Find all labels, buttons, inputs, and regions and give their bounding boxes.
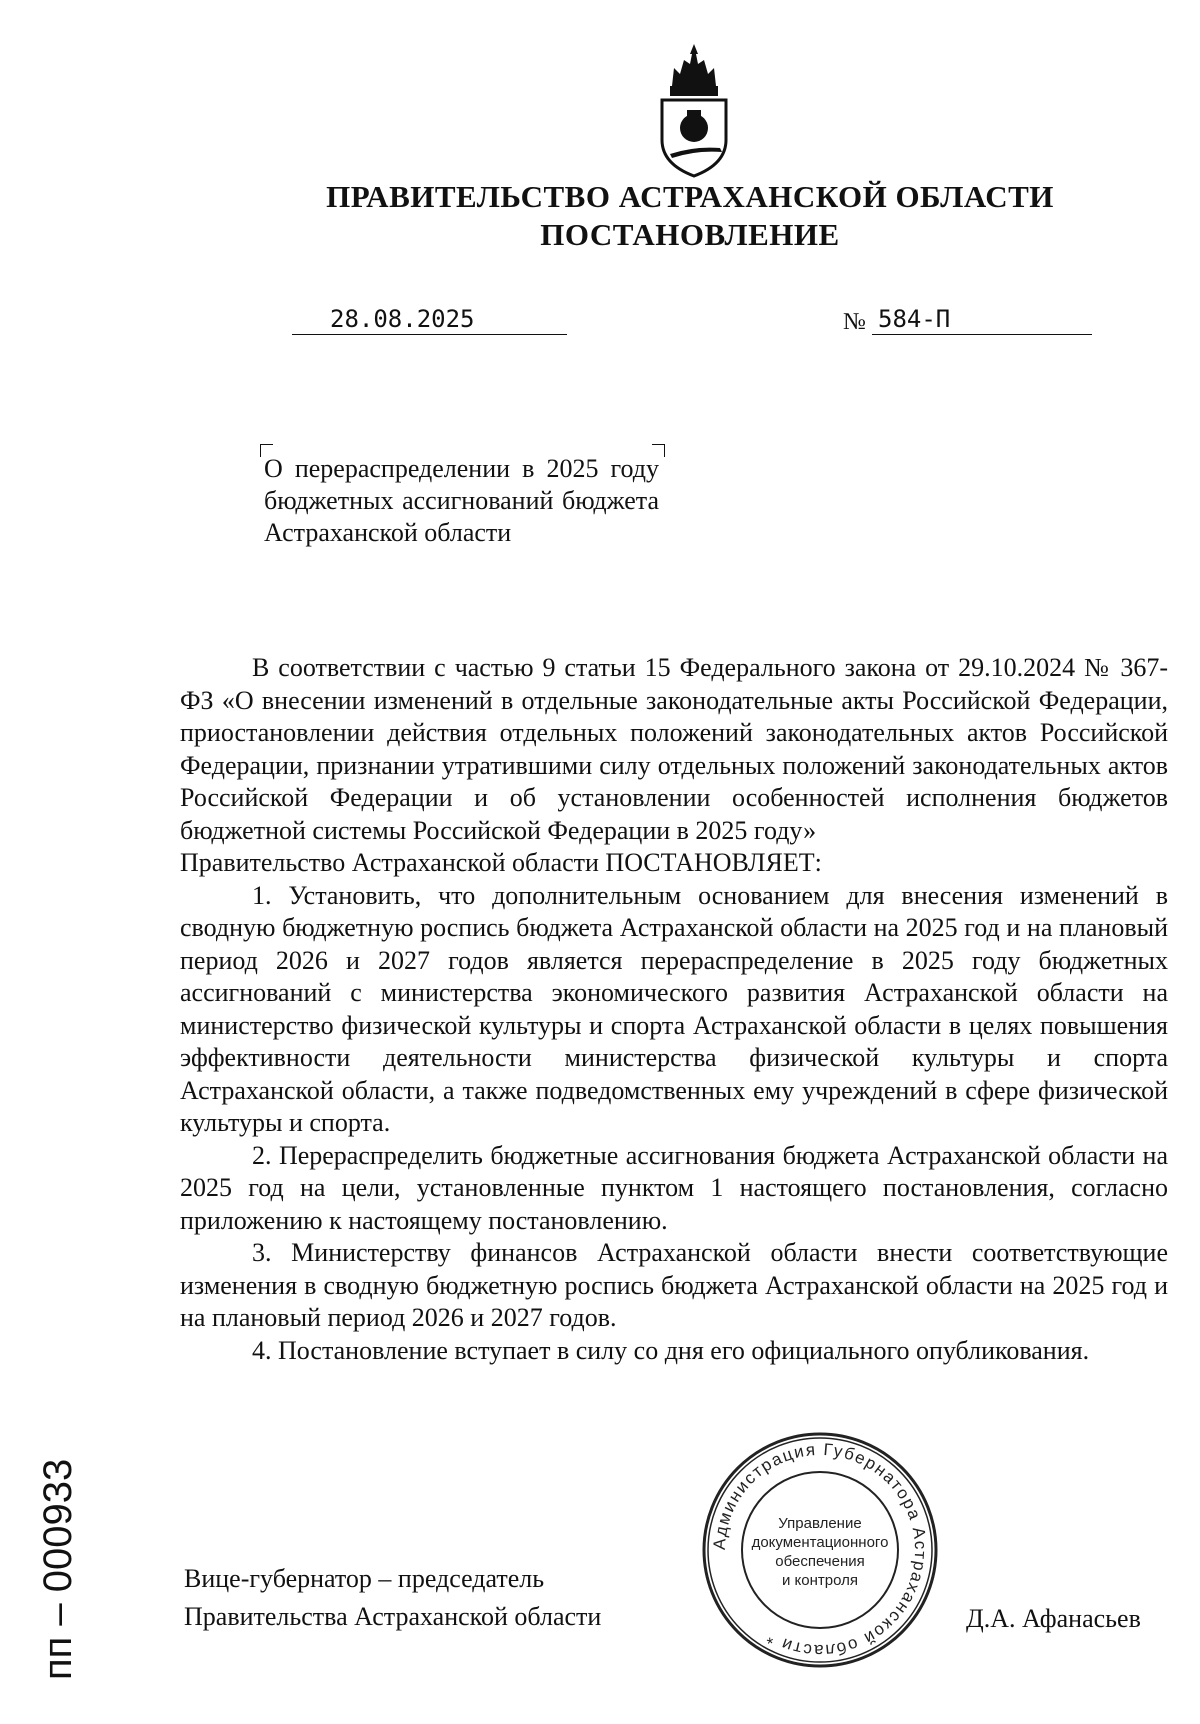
stamp-inner-text [745,1514,895,1590]
clause-2: 2. Перераспределить бюджетные ассигнования бюджета Астраханской области на 2025 год на цели, установленные пунктом 1 настоящего постановления, согласно приложению к настоящему постановлению. [180,1140,1168,1235]
document-date: 28.08.2025 [292,304,567,335]
stamp-inner-line3: обеспечения [775,1553,865,1570]
document-header [0,178,1200,254]
signatory-position-line1: Вице-губернатор – председатель [184,1564,545,1593]
clause-1: 1. Установить, что дополнительным основанием для внесения изменений в сводную бюджетную роспись бюджета Астраханской области на 2025 год и на плановый период 2026 и 2027 годов является перераспределение в 2025 году бюджетных ассигнований с министерства экономического развития Астраханской области на министерство физической культуры и спорта Астраханской области в целях повышения эффективности деятельности министерства физической культуры и спорта Астраханской области, а также подведомственных ему учреждений в сфере физической культуры и спорта. [180,880,1168,1137]
signatory-name: Д.А. Афанасьев [966,1604,1141,1633]
stamp-inner-line1: Управление [778,1515,862,1532]
registration-side-code: пп – 000933 [36,1458,80,1680]
signatory-position [184,1560,601,1636]
clause-4: 4. Постановление вступает в силу со дня его официального опубликования. [252,1335,1090,1365]
organization-title: ПРАВИТЕЛЬСТВО АСТРАХАНСКОЙ ОБЛАСТИ [326,179,1054,214]
resolve-paragraph: Правительство Астраханской области ПОСТАНОВЛЯЕТ: [180,848,822,877]
clause-3: 3. Министерству финансов Астраханской области внести соответствующие изменения в сводную бюджетную роспись бюджета Астраханской области на 2025 год и на плановый период 2026 и 2027 годов. [180,1238,1168,1332]
number-label: № [843,309,866,335]
signatory-position-line2: Правительства Астраханской области [184,1602,602,1631]
document-subject: О перераспределении в 2025 году бюджетных ассигнований бюджета Астраханской области [264,454,659,547]
preamble-paragraph: В соответствии с частью 9 статьи 15 Федерального закона от 29.10.2024 № 367-ФЗ «О внесении изменений в отдельные законодательные акты Российской Федерации, приостановлении действия отдельных положений законодательных актов Российской Федерации, признании утратившими силу отдельных положений законодательных актов Российской Федерации и об установлении особенностей исполнения бюджетов бюджетной системы Российской Федерации в 2025 году» [180,653,1168,845]
document-number: 584-П [872,304,1092,335]
document-type-title: ПОСТАНОВЛЕНИЕ [540,217,840,252]
stamp-inner-line4: и контроля [781,1572,858,1589]
stamp-ring-text: Администрация Губернатора Астраханской области * [709,1439,931,1661]
document-body [180,652,1168,1367]
coat-of-arms-emblem [638,40,750,180]
stamp-inner-line2: документационного [751,1534,889,1551]
